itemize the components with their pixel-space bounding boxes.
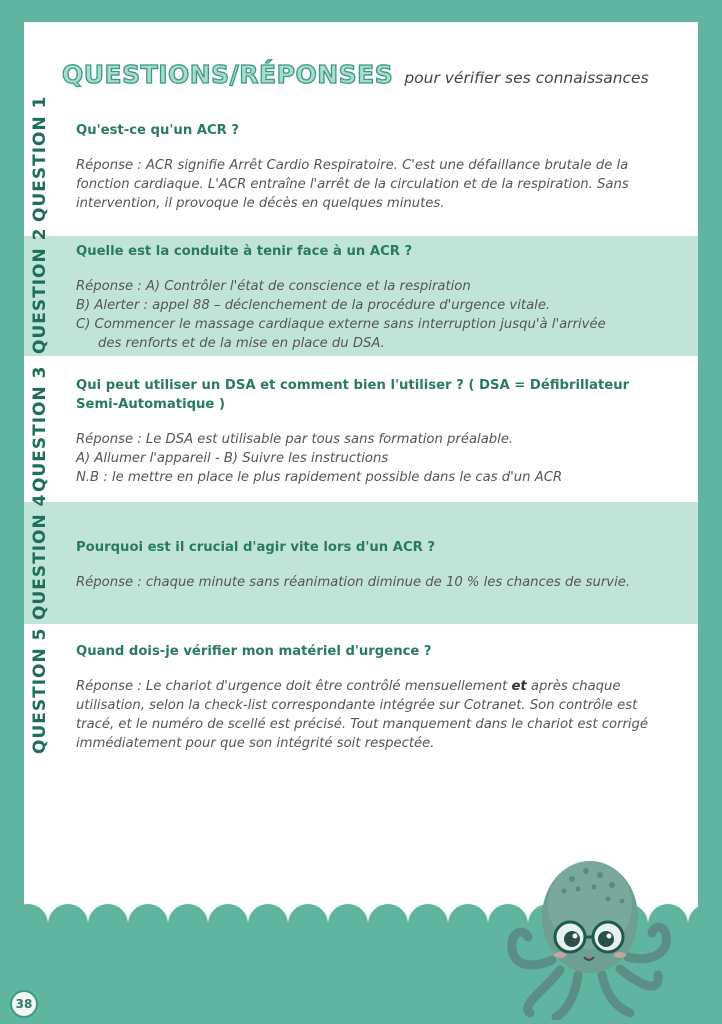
question-title-3: Qui peut utiliser un DSA et comment bien l'utiliser ? ( DSA = Défibrillateur Semi-Automatique ) [76, 378, 630, 412]
answer-line: A) Allumer l'appareil - B) Suivre les instructions [76, 451, 389, 466]
octopus-mascot-icon [490, 845, 690, 1020]
question-title-4: Pourquoi est il crucial d'agir vite lors d'un ACR ? [76, 540, 436, 555]
answer-text-4: Réponse : chaque minute sans réanimation diminue de 10 % les chances de survie. [76, 575, 631, 590]
scallop [88, 904, 128, 944]
answer-line: Réponse : A) Contrôler l'état de conscience et la respiration [76, 279, 471, 294]
question-label-5: QUESTION 5 [30, 627, 50, 754]
question-block-2 [24, 227, 698, 356]
answer-text-part: Réponse : Le chariot d'urgence doit être contrôlé mensuellement [76, 679, 512, 694]
scallop [368, 904, 408, 944]
scallop [328, 904, 368, 944]
question-block-3 [24, 356, 698, 502]
answer-emphasis: et [511, 679, 527, 694]
answer-line: N.B : le mettre en place le plus rapidement possible dans le cas d'un ACR [76, 470, 563, 485]
scallop [408, 904, 448, 944]
page-subtitle: pour vérifier ses connaissances [404, 69, 649, 87]
scallop [128, 904, 168, 944]
question-title-5: Quand dois-je vérifier mon matériel d'urgence ? [76, 644, 432, 659]
page-title: QUESTIONS/RÉPONSES [62, 60, 394, 89]
answer-text-part: après chaque utilisation, selon la check-list correspondante intégrée sur Cotranet. Son contrôle est tracé, et le numéro de scellé est précisé. Tout manquement dans le chariot est corrigé immédiatement pour que son intégrité soit respectée. [76, 679, 649, 751]
question-label-2: QUESTION 2 [30, 227, 50, 354]
question-title-2: Quelle est la conduite à tenir face à un ACR ? [76, 244, 413, 259]
scallop [168, 904, 208, 944]
question-label-4: QUESTION 4 [30, 493, 50, 620]
answer-line: B) Alerter : appel 88 – déclenchement de la procédure d'urgence vitale. [76, 298, 551, 313]
header [62, 60, 649, 89]
scallop [448, 904, 488, 944]
scallop [208, 904, 248, 944]
question-title-1: Qu'est-ce qu'un ACR ? [76, 123, 240, 138]
answer-line: des renforts et de la mise en place du DSA. [98, 336, 385, 351]
question-block-5 [24, 624, 698, 764]
scallop [248, 904, 288, 944]
answer-line: C) Commencer le massage cardiaque externe sans interruption jusqu'à l'arrivée [76, 317, 606, 332]
scallop [48, 904, 88, 944]
page-number: 38 [10, 990, 38, 1018]
question-block-4 [24, 493, 698, 624]
question-block-1 [24, 95, 698, 236]
question-label-1: QUESTION 1 [30, 95, 50, 222]
answer-line: Réponse : Le DSA est utilisable par tous sans formation préalable. [76, 432, 514, 447]
question-label-3: QUESTION 3 [30, 365, 50, 492]
answer-text-1: Réponse : ACR signifie Arrêt Cardio Respiratoire. C'est une défaillance brutale de la fonction cardiaque. L'ACR entraîne l'arrêt de la circulation et de la respiration. Sans intervention, il provoque le décès en quelques minutes. [76, 158, 629, 211]
answer-text-5 [76, 677, 664, 753]
scallop [288, 904, 328, 944]
